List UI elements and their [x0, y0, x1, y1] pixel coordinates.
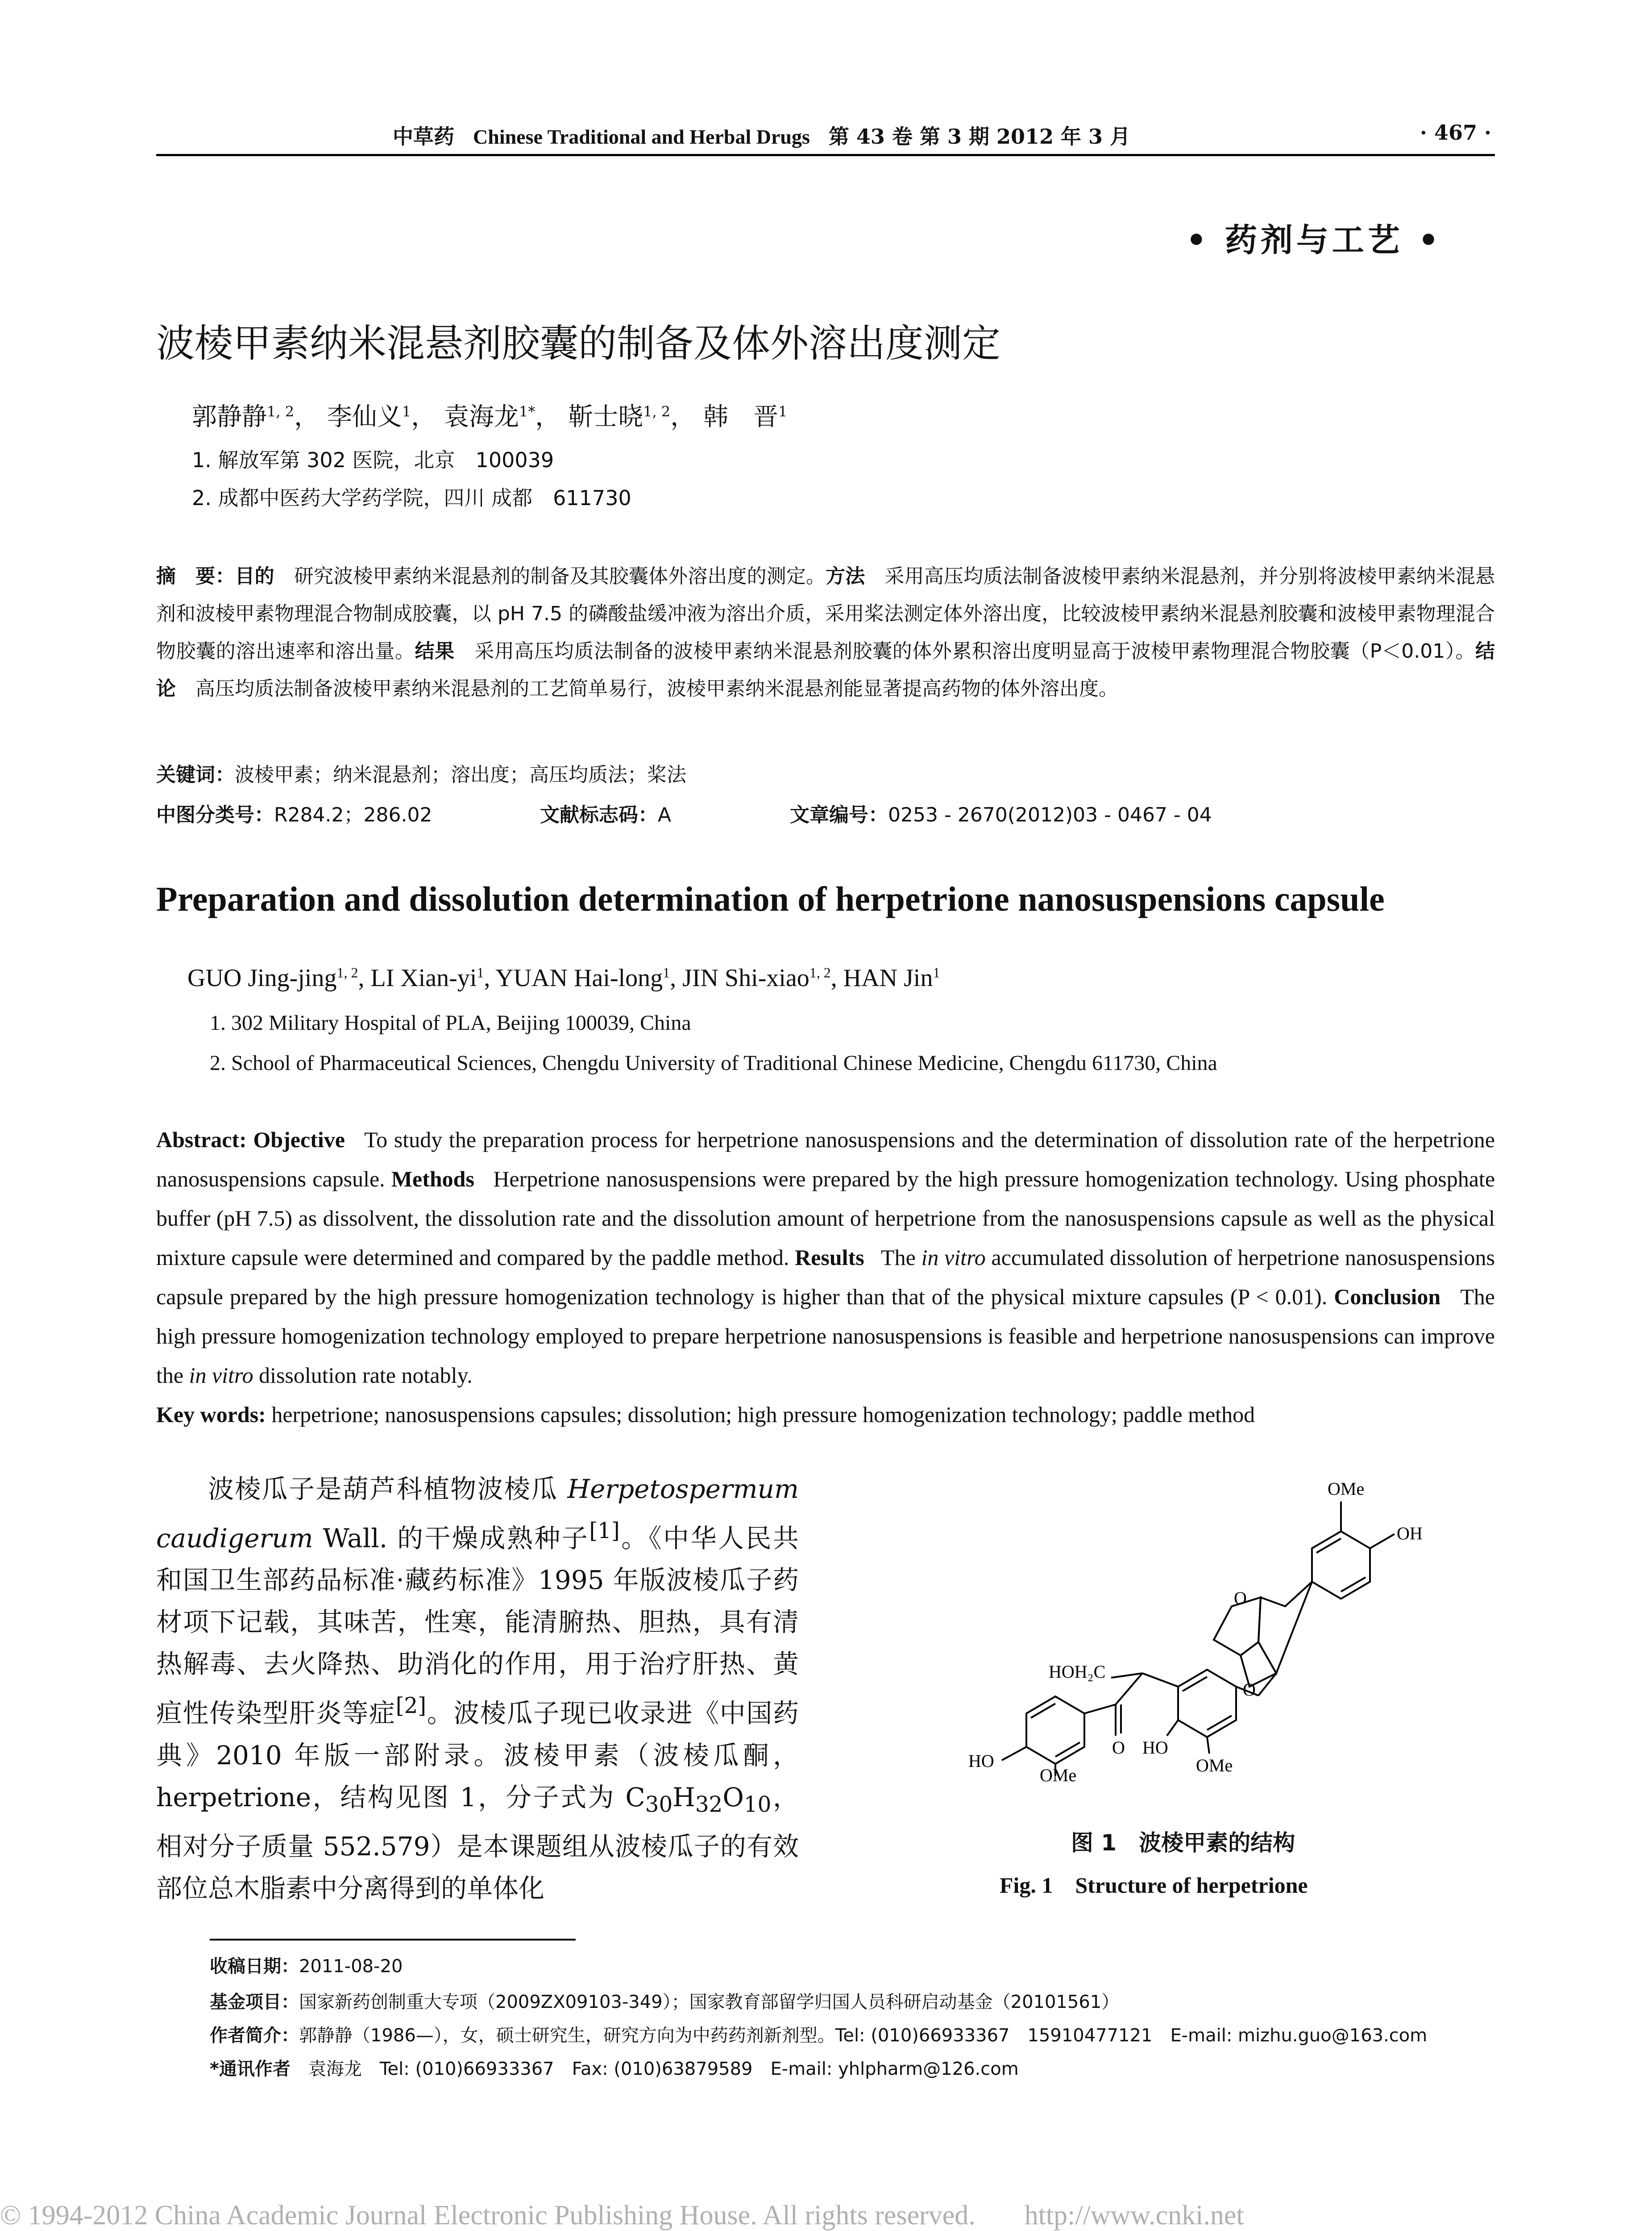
- author-3: 袁海龙: [444, 402, 519, 431]
- clc-number: [156, 799, 432, 827]
- received-date: 2011-08-20: [299, 1956, 403, 1977]
- author-en-4-sup: 1, 2: [809, 964, 831, 981]
- header-rule: [156, 154, 1495, 156]
- affiliation-zh-2: 2. 成都中医药大学药学院，四川 成都 611730: [192, 486, 631, 510]
- results-en-post: accumulated dissolution of herpetrione nanosuspensions capsule prepared by the high pressure homogenization technology is higher than that of the physical mixture capsules (P < 0.01).: [156, 1245, 1495, 1309]
- conclusion-en-italic: in vitro: [189, 1363, 253, 1388]
- label-hoh2c: HOH₂C: [1049, 1662, 1106, 1682]
- label-ome-top: OMe: [1328, 1479, 1365, 1499]
- authors-en: GUO Jing-jing$^{1, 2}$, LI Xian-$yi^1$, YUAN Hai-long$^1$, JIN Shi-xiao$^{1, 2}$, HAN Jin$^1$: [187, 964, 940, 992]
- reference-1: [1]: [589, 1518, 620, 1543]
- author-3-sup: 1*: [519, 403, 535, 420]
- results-label-en: Results: [795, 1245, 864, 1270]
- ring-left: [1026, 1696, 1084, 1764]
- reference-2: [2]: [395, 1693, 427, 1719]
- document-code: [540, 799, 671, 827]
- abstract-en-label: Abstract:: [156, 1127, 247, 1152]
- fund-label: 基金项目：: [210, 1992, 299, 2012]
- copyright-line: [0, 2200, 1244, 2231]
- formula-sub: 30: [645, 1792, 673, 1817]
- author-en-5: HAN Jin: [843, 964, 933, 992]
- body-span: O: [722, 1782, 744, 1812]
- author-en-3: YUAN Hai-long: [495, 964, 663, 992]
- doc-value: A: [658, 804, 672, 826]
- authors-zh: 郭静静$^{1, 2}$， 李仙义$^1$， 袁海龙$^{1*}$， 靳士晓$^{1, 2}$， 韩 晋$^1$: [192, 402, 788, 431]
- author-4-sup: 1, 2: [643, 403, 671, 420]
- footnote-rule: [210, 1939, 576, 1941]
- objective-en: To study the preparation process for herpetrione nanosuspensions and the determination of dissolution rate of the herpetrione nanosuspensions capsule.: [156, 1127, 1495, 1191]
- author-en-2-sup: 1: [477, 964, 484, 981]
- author-1-sup: 1, 2: [267, 403, 295, 420]
- keywords-zh-text: 波棱甲素；纳米混悬剂；溶出度；高压均质法；桨法: [235, 763, 686, 786]
- structure-bonds: [1002, 1501, 1395, 1776]
- body-span: 波棱瓜子是葫芦科植物波棱瓜: [208, 1474, 558, 1504]
- results-en-pre: The: [881, 1245, 916, 1270]
- conclusion-en-pre: The high pressure homogenization technology employed to prepare herpetrione nanosuspensions is feasible and herpetrione nanosuspensions can improve the: [156, 1284, 1495, 1388]
- formula-sub: 32: [695, 1792, 723, 1817]
- formula-sub: 10: [743, 1792, 772, 1817]
- label-oh-top: OH: [1397, 1523, 1423, 1543]
- keywords-zh: [156, 759, 686, 787]
- author-en-3-sup: 1: [663, 964, 670, 981]
- objective-label-en: Objective: [253, 1127, 345, 1152]
- fund-text: 国家新药创制重大专项（2009ZX09103-349）；国家教育部留学归国人员科研启动基金（20101561）: [299, 1992, 1120, 2012]
- author-en-4: JIN Shi-xiao: [682, 964, 809, 992]
- abstract-zh: [156, 558, 1495, 708]
- received-label: 收稿日期：: [210, 1956, 299, 1977]
- running-header: [393, 120, 1130, 150]
- author-en-2: LI Xian-yi: [370, 964, 477, 992]
- methods-label-zh: 方法: [826, 565, 865, 588]
- results-label-zh: 结果: [415, 640, 455, 663]
- page-number: · 467 ·: [1420, 120, 1491, 145]
- author-en-1-sup: 1, 2: [336, 964, 358, 981]
- body-text: [156, 1468, 799, 1909]
- conclusion-en-post: dissolution rate notably.: [259, 1363, 473, 1388]
- body-span: 。波棱瓜子现已收录进《中国药典》2010 年版一部附录。波棱甲素（波棱瓜酮，herpetrione，结构见图 1，分子式为 C: [156, 1698, 799, 1812]
- section-heading: • 药剂与工艺 •: [1186, 221, 1442, 259]
- latin-name: Herpetospermum caudigerum: [156, 1474, 799, 1554]
- affiliation-en-2: 2. School of Pharmaceutical Sciences, Chengdu University of Traditional Chinese Medicine, Chengdu 611730, China: [210, 1051, 1217, 1075]
- label-ho-left: HO: [968, 1751, 994, 1771]
- body-span: 。《中华人民共和国卫生部药品标准·藏药标准》1995 年版波棱瓜子药材项下记载，其味苦，性寒，能清腑热、胆热，具有清热解毒、去火降热、助消化的作用，用于治疗肝热、黄疸性传染型肝炎等症: [156, 1523, 799, 1729]
- author-bio-text: 郭静静（1986—），女，硕士研究生，研究方向为中药药剂新剂型。Tel: (010)66933367 15910477121 E-mail: mizhu.guo@163.com: [299, 2025, 1428, 2046]
- corr-text: 袁海龙 Tel: (010)66933367 Fax: (010)63879589 E-mail: yhlpharm@126.com: [308, 2059, 1019, 2079]
- footnote-fund: [210, 1988, 1119, 2013]
- label-o2: O: [1243, 1679, 1256, 1700]
- journal-name-en: Chinese Traditional and Herbal Drugs: [473, 125, 810, 148]
- structure-figure: [919, 1464, 1482, 1785]
- author-1: 郭静静: [192, 402, 267, 431]
- abstract-en: [156, 1120, 1495, 1434]
- author-2: 李仙义: [327, 402, 402, 431]
- methods-zh: 采用高压均质法制备波棱甲素纳米混悬剂，并分别将波棱甲素纳米混悬剂和波棱甲素物理混合物制成胶囊，以 pH 7.5 的磷酸盐缓冲液为溶出介质，采用桨法测定体外溶出度，比较波棱甲素纳米混悬剂胶囊和波棱甲素物理混合物胶囊的溶出速率和溶出量。: [156, 565, 1495, 663]
- corr-label: *通讯作者: [210, 2059, 291, 2079]
- structure-labels: [968, 1479, 1423, 1785]
- author-en-1: GUO Jing-jing: [187, 964, 337, 992]
- title-en: Preparation and dissolution determination of herpetrione nanosuspensions capsule: [156, 879, 1385, 918]
- keywords-en-label: Key words:: [156, 1402, 266, 1427]
- keywords-en-text: herpetrione; nanosuspensions capsules; dissolution; high pressure homogenization technology; paddle method: [271, 1402, 1255, 1427]
- figure-caption-en: Fig. 1 Structure of herpetrione: [1000, 1873, 1308, 1898]
- journal-name-zh: 中草药: [393, 124, 454, 149]
- keywords-zh-label: 关键词：: [156, 763, 235, 786]
- author-2-sup: 1: [402, 403, 411, 420]
- copyright-text: © 1994-2012 China Academic Journal Electronic Publishing House. All rights reserved.: [0, 2200, 975, 2231]
- label-o1: O: [1234, 1588, 1247, 1608]
- methods-label-en: Methods: [391, 1166, 474, 1191]
- label-ome-left: OMe: [1040, 1765, 1077, 1785]
- affiliation-zh-1: 1. 解放军第 302 医院，北京 100039: [192, 448, 554, 472]
- title-zh: 波棱甲素纳米混悬剂胶囊的制备及体外溶出度测定: [156, 321, 1000, 366]
- doc-label: 文献标志码：: [540, 804, 658, 826]
- abstract-zh-label: 摘 要：: [156, 565, 235, 588]
- furan-outer: [1258, 1582, 1312, 1673]
- body-span: ，相对分子质量 552.579）是本课题组从波棱瓜子的有效部位总木脂素中分离得到的单体化: [156, 1782, 799, 1904]
- copyright-url: http://www.cnki.net: [1024, 2200, 1244, 2231]
- objective-zh: 研究波棱甲素纳米混悬剂的制备及其胶囊体外溶出度的测定。: [294, 565, 826, 588]
- affiliation-en-1: 1. 302 Military Hospital of PLA, Beijing 100039, China: [210, 1011, 691, 1035]
- footnote-received: [210, 1952, 403, 1978]
- conclusion-label-en: Conclusion: [1334, 1284, 1441, 1309]
- label-ome-mid: OMe: [1196, 1755, 1233, 1775]
- body-span: Wall. 的干燥成熟种子: [323, 1523, 589, 1554]
- label-o-keto: O: [1112, 1738, 1125, 1758]
- author-4: 靳士晓: [568, 402, 643, 431]
- methods-en: Herpetrione nanosuspensions were prepared by the high pressure homogenization technology. Using phosphate buffer (pH 7.5) as dissolvent, the dissolution rate and the dissolution amount of herpetrione from the nanosuspensions capsule as well as the physical mixture capsule were determined and compared by the paddle method.: [156, 1166, 1495, 1270]
- clc-value: R284.2；286.02: [274, 804, 432, 826]
- conclusion-zh: 高压均质法制备波棱甲素纳米混悬剂的工艺简单易行，波棱甲素纳米混悬剂能显著提高药物的体外溶出度。: [195, 677, 1118, 700]
- body-span: H: [672, 1782, 695, 1812]
- ring-top-right: [1312, 1531, 1370, 1599]
- figure-caption-zh: 图 1 波棱甲素的结构: [1071, 1830, 1295, 1856]
- footnote-corresponding: [210, 2055, 1019, 2080]
- art-label: 文章编号：: [790, 804, 888, 826]
- objective-label-zh: 目的: [235, 565, 274, 588]
- results-en-italic: in vitro: [921, 1245, 986, 1270]
- footnote-author: [210, 2021, 1427, 2047]
- art-value: 0253 - 2670(2012)03 - 0467 - 04: [888, 804, 1212, 826]
- label-ho-mid: HO: [1142, 1738, 1168, 1758]
- author-5: 韩 晋: [703, 402, 779, 431]
- body-paragraph-1: [156, 1468, 799, 1909]
- conclusion-label-zh: 结论: [156, 640, 1495, 700]
- article-number: [790, 799, 1212, 827]
- author-bio-label: 作者简介：: [210, 2025, 299, 2046]
- ring-middle: [1178, 1670, 1236, 1737]
- issue-info: 第 43 卷 第 3 期 2012 年 3 月: [828, 124, 1131, 149]
- author-en-5-sup: 1: [933, 964, 940, 981]
- author-5-sup: 1: [778, 403, 788, 420]
- clc-label: 中图分类号：: [156, 804, 274, 826]
- results-zh: 采用高压均质法制备的波棱甲素纳米混悬剂胶囊的体外累积溶出度明显高于波棱甲素物理混合物胶囊（P＜0.01）。: [474, 640, 1476, 663]
